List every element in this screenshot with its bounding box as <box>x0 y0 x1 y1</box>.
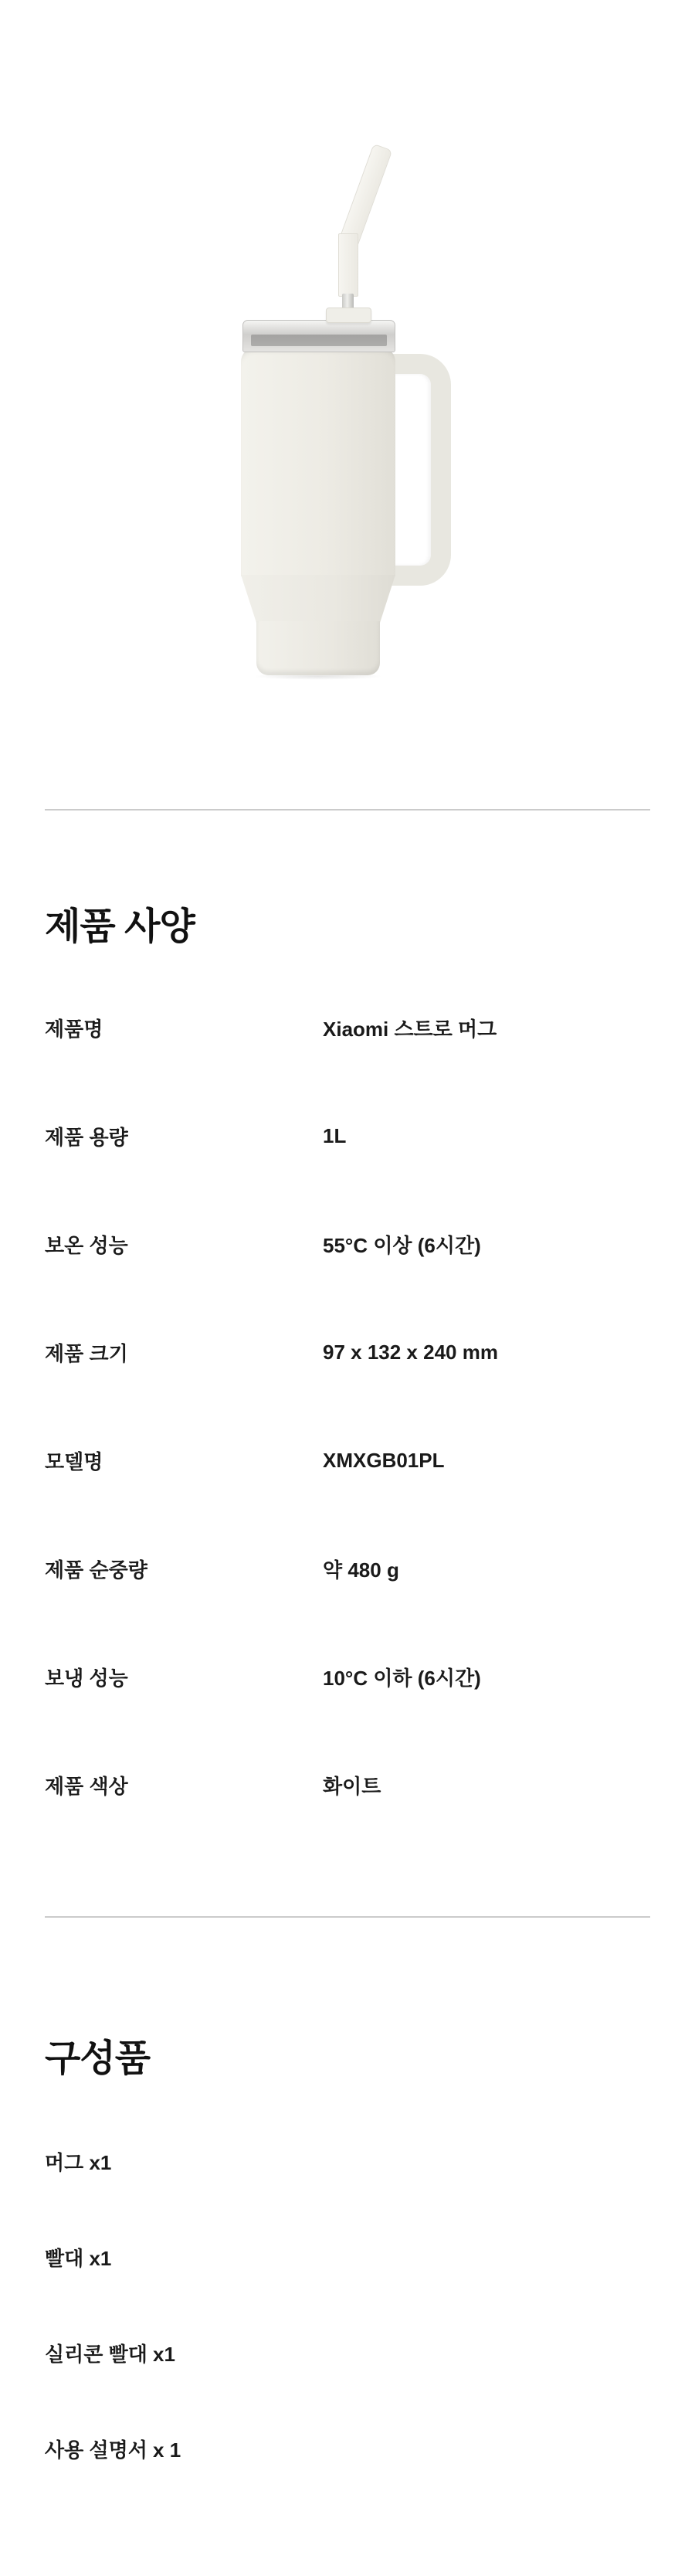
components-section-title: 구성품 <box>45 2038 151 2079</box>
spec-label: 모델명 <box>45 1449 103 1473</box>
spec-row-model <box>45 1447 650 1473</box>
section-divider-top <box>45 809 650 811</box>
spec-value: 55°C 이상 (6시간) <box>323 1233 481 1257</box>
mug-taper <box>241 575 395 623</box>
spec-section <box>0 906 695 1798</box>
list-item-straw: 빨대 x1 <box>45 2246 112 2270</box>
spec-label: 제품 용량 <box>45 1125 128 1149</box>
spec-label: 제품 순중량 <box>45 1558 147 1582</box>
list-item-mug: 머그 x1 <box>45 2150 112 2174</box>
spec-label: 보온 성능 <box>45 1233 128 1257</box>
spec-row-size <box>45 1339 650 1365</box>
spec-value: 1L <box>323 1123 347 1147</box>
section-divider-middle <box>45 1916 650 1918</box>
components-list <box>45 2148 650 2462</box>
product-image <box>0 0 695 761</box>
mug-illustration <box>239 147 456 680</box>
spec-label: 제품 색상 <box>45 1774 128 1798</box>
spec-value: 10°C 이하 (6시간) <box>323 1666 481 1690</box>
spec-row-product-name <box>45 1014 650 1041</box>
spec-label: 제품명 <box>45 1017 103 1041</box>
components-section <box>0 2038 695 2462</box>
list-item-manual: 사용 설명서 x 1 <box>45 2438 181 2462</box>
spec-value: Xiaomi 스트로 머그 <box>323 1017 497 1041</box>
spec-row-capacity <box>45 1123 650 1149</box>
spec-row-color <box>45 1772 650 1798</box>
spec-value: 97 x 132 x 240 mm <box>323 1340 498 1364</box>
list-item-silicone-straw: 실리콘 빨대 x1 <box>45 2342 175 2366</box>
spec-value: 화이트 <box>323 1774 381 1798</box>
spec-row-heat-retention <box>45 1231 650 1257</box>
spec-row-weight <box>45 1555 650 1582</box>
mug-lid-band <box>251 335 387 345</box>
spec-value: XMXGB01PL <box>323 1448 445 1472</box>
spec-table <box>45 1014 650 1798</box>
mug-base <box>256 621 380 675</box>
spec-section-title: 제품 사양 <box>45 906 195 947</box>
straw-cap <box>326 308 371 323</box>
spec-label: 제품 크기 <box>45 1341 128 1365</box>
spec-row-cold-retention <box>45 1664 650 1690</box>
straw-icon <box>338 233 358 297</box>
spec-label: 보냉 성능 <box>45 1666 128 1690</box>
mug-lid <box>242 320 395 352</box>
spec-value: 약 480 g <box>323 1558 399 1582</box>
mug-body <box>241 348 395 576</box>
